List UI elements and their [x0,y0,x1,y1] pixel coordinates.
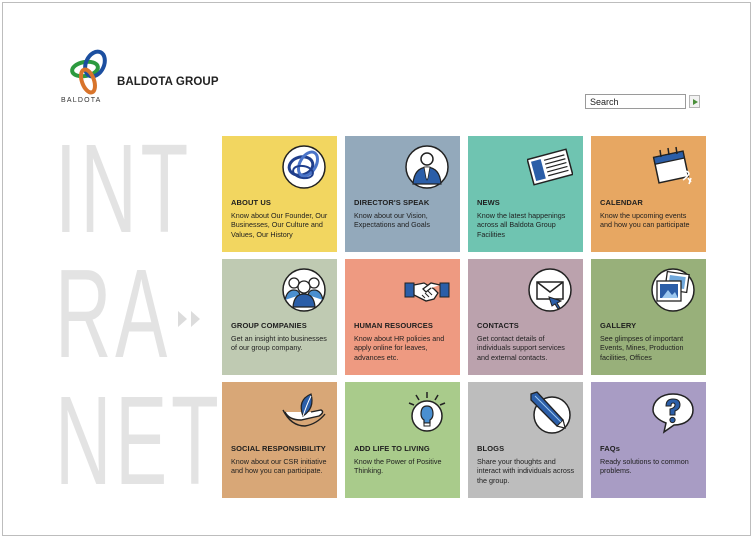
tile-description: Know the Power of Positive Thinking. [354,457,442,476]
tile-faqs[interactable] [591,382,706,498]
photos-icon [650,267,696,313]
tile-title: SOCIAL RESPONSIBILITY [231,444,326,453]
newspaper-icon [527,144,573,190]
tile-title: BLOGS [477,444,505,453]
search-input[interactable] [585,94,686,109]
baldota-logo-icon [61,47,117,99]
tile-title: HUMAN RESOURCES [354,321,434,330]
tile-group-companies[interactable] [222,259,337,375]
intranet-watermark [55,118,225,526]
tile-title: FAQs [600,444,620,453]
tile-description: Ready solutions to common problems. [600,457,689,476]
tile-calendar[interactable] [591,136,706,252]
tile-add-life-to-living[interactable] [345,382,460,498]
page-frame [2,2,751,536]
search-go-button[interactable] [689,95,700,108]
tile-description: Get contact details of individuals support services and external contacts. [477,334,565,362]
tile-description: Know about Our Founder, Our Businesses, Our Culture and Values, Our History [231,211,328,239]
watermark-line-2: RA [55,243,171,384]
brand-name: BALDOTA GROUP [117,76,219,88]
tile-title: GROUP COMPANIES [231,321,307,330]
tile-directors-speak[interactable] [345,136,460,252]
brand-logo[interactable] [61,47,231,109]
pen-icon [527,390,573,436]
tile-description: Get an insight into businesses of our group company. [231,334,327,353]
tile-description: Know the upcoming events and how you can participate [600,211,690,230]
tile-title: CONTACTS [477,321,519,330]
group-people-icon [281,267,327,313]
tile-about-us[interactable] [222,136,337,252]
tile-description: Know the latest happenings across all Baldota Group Facilities [477,211,566,239]
watermark-line-1: INT [55,118,193,259]
tile-blogs[interactable] [468,382,583,498]
watermark-line-3: NET [55,370,223,511]
tile-description: Share your thoughts and interact with individuals across the group. [477,457,575,485]
tile-title: GALLERY [600,321,637,330]
rings-icon [281,144,327,190]
calendar-icon [650,144,696,190]
double-chevron-icon [178,309,208,329]
handshake-icon [404,267,450,313]
tile-news[interactable] [468,136,583,252]
leaf-hand-icon [281,390,327,436]
tile-description: Know about our Vision, Expectations and Goals [354,211,430,230]
mail-icon [527,267,573,313]
director-icon [404,144,450,190]
tile-title: NEWS [477,198,500,207]
question-bubble-icon [650,390,696,436]
search-box [585,94,699,109]
tile-description: See glimpses of important Events, Mines, Production facilities, Offices [600,334,684,362]
tile-title: ABOUT US [231,198,271,207]
tile-human-resources[interactable] [345,259,460,375]
tile-social-responsibility[interactable] [222,382,337,498]
tile-title: ADD LIFE TO LIVING [354,444,430,453]
tile-title: DIRECTOR'S SPEAK [354,198,430,207]
play-arrow-icon [693,99,698,105]
tile-description: Know about HR policies and apply online for leaves, advances etc. [354,334,445,362]
tile-contacts[interactable] [468,259,583,375]
brand-small-label: BALDOTA [61,97,102,104]
tile-title: CALENDAR [600,198,643,207]
lightbulb-icon [404,390,450,436]
tile-description: Know about our CSR initiative and how you can participate. [231,457,327,476]
tile-gallery[interactable] [591,259,706,375]
